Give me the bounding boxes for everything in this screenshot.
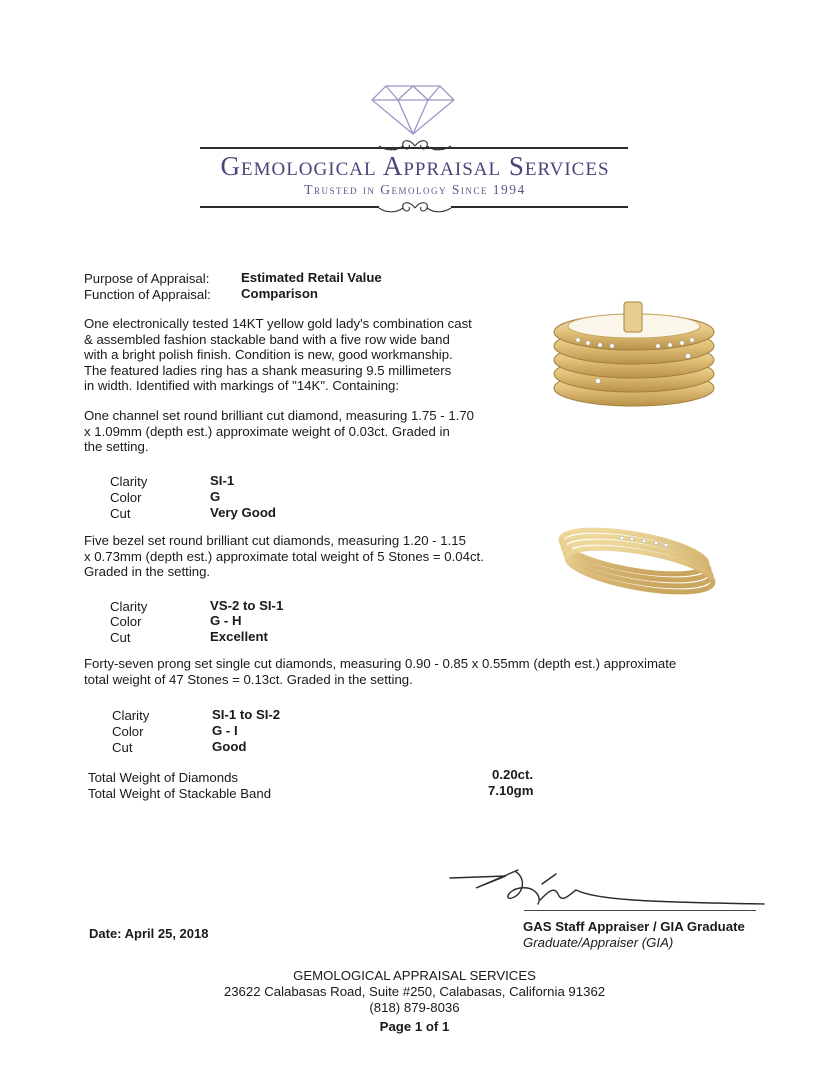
function-value: Comparison	[241, 286, 318, 301]
handwritten-signature	[446, 864, 766, 914]
item-description	[84, 316, 472, 394]
total-band-label: Total Weight of Stackable Band	[88, 786, 272, 801]
purpose-value: Estimated Retail Value	[241, 270, 382, 285]
stacked-gold-rings-photo	[548, 296, 720, 412]
footer-phone: (818) 879-8036	[369, 1000, 460, 1015]
description-line: in width. Identified with markings of "14K". Containing:	[84, 378, 400, 393]
total-diamonds-value: 0.20ct.	[492, 767, 534, 782]
cut-value: Very Good	[210, 505, 276, 520]
footer-company: GEMOLOGICAL APPRAISAL SERVICES	[293, 968, 536, 983]
color-value: G	[210, 489, 221, 504]
description-line: with a bright polish finish. Condition is new, good workmanship.	[84, 347, 453, 362]
cut-value: Good	[212, 739, 247, 754]
stone-line: One channel set round brilliant cut diamond, measuring 1.75 - 1.70	[84, 408, 474, 423]
clarity-value: SI-1 to SI-2	[212, 707, 281, 722]
cut-label: Cut	[112, 740, 133, 755]
stone-line: the setting.	[84, 439, 149, 454]
cut-label: Cut	[110, 630, 131, 645]
color-value: G - I	[212, 723, 238, 738]
function-label: Function of Appraisal:	[84, 287, 211, 302]
color-label: Color	[110, 490, 142, 505]
stone-group-3-description	[84, 656, 676, 687]
color-label: Color	[110, 614, 142, 629]
appraiser-subtitle: Graduate/Appraiser (GIA)	[523, 935, 674, 950]
header	[0, 0, 829, 230]
stone-line: Five bezel set round brilliant cut diamonds, measuring 1.20 - 1.15	[84, 533, 466, 548]
clarity-label: Clarity	[110, 599, 148, 614]
color-value: G - H	[210, 613, 242, 628]
clarity-value: VS-2 to SI-1	[210, 598, 284, 613]
stone-line: x 0.73mm (depth est.) approximate total weight of 5 Stones = 0.04ct.	[84, 548, 484, 564]
stone-group-1-description	[84, 408, 474, 455]
description-line: The featured ladies ring has a shank measuring 9.5 millimeters	[84, 362, 452, 378]
clarity-value: SI-1	[210, 473, 235, 488]
cut-label: Cut	[110, 506, 131, 521]
cut-value: Excellent	[210, 629, 268, 644]
footer-address: 23622 Calabasas Road, Suite #250, Calabasas, California 91362	[223, 984, 606, 999]
page-number: Page 1 of 1	[379, 1019, 450, 1034]
company-name: Gemological Appraisal Services	[220, 151, 610, 181]
total-band-value: 7.10gm	[488, 783, 534, 798]
bottom-ornament-icon	[375, 198, 455, 218]
clarity-label: Clarity	[110, 474, 148, 489]
total-diamonds-label: Total Weight of Diamonds	[88, 770, 239, 785]
stacked-gold-rings-angled-photo	[552, 516, 720, 596]
tagline: Trusted in Gemology Since 1994	[304, 182, 526, 197]
appraiser-title: GAS Staff Appraiser / GIA Graduate	[523, 919, 745, 934]
header-top-rule	[200, 147, 628, 149]
stone-line: Forty-seven prong set single cut diamonds, measuring 0.90 - 0.85 x 0.55mm (depth est.) approximate	[84, 656, 677, 671]
diamond-icon	[370, 84, 456, 136]
appraisal-date: Date: April 25, 2018	[89, 926, 209, 941]
description-line: & assembled fashion stackable band with a five row wide band	[84, 331, 450, 347]
stone-line: x 1.09mm (depth est.) approximate weight of 0.03ct. Graded in	[84, 423, 450, 439]
color-label: Color	[112, 724, 144, 739]
purpose-label: Purpose of Appraisal:	[84, 271, 210, 286]
description-line: One electronically tested 14KT yellow gold lady's combination cast	[84, 316, 472, 331]
signature-line	[524, 910, 756, 911]
stone-group-2-description	[84, 533, 484, 580]
clarity-label: Clarity	[112, 708, 150, 723]
stone-line: Graded in the setting.	[84, 564, 211, 579]
stone-line: total weight of 47 Stones = 0.13ct. Graded in the setting.	[84, 671, 413, 687]
